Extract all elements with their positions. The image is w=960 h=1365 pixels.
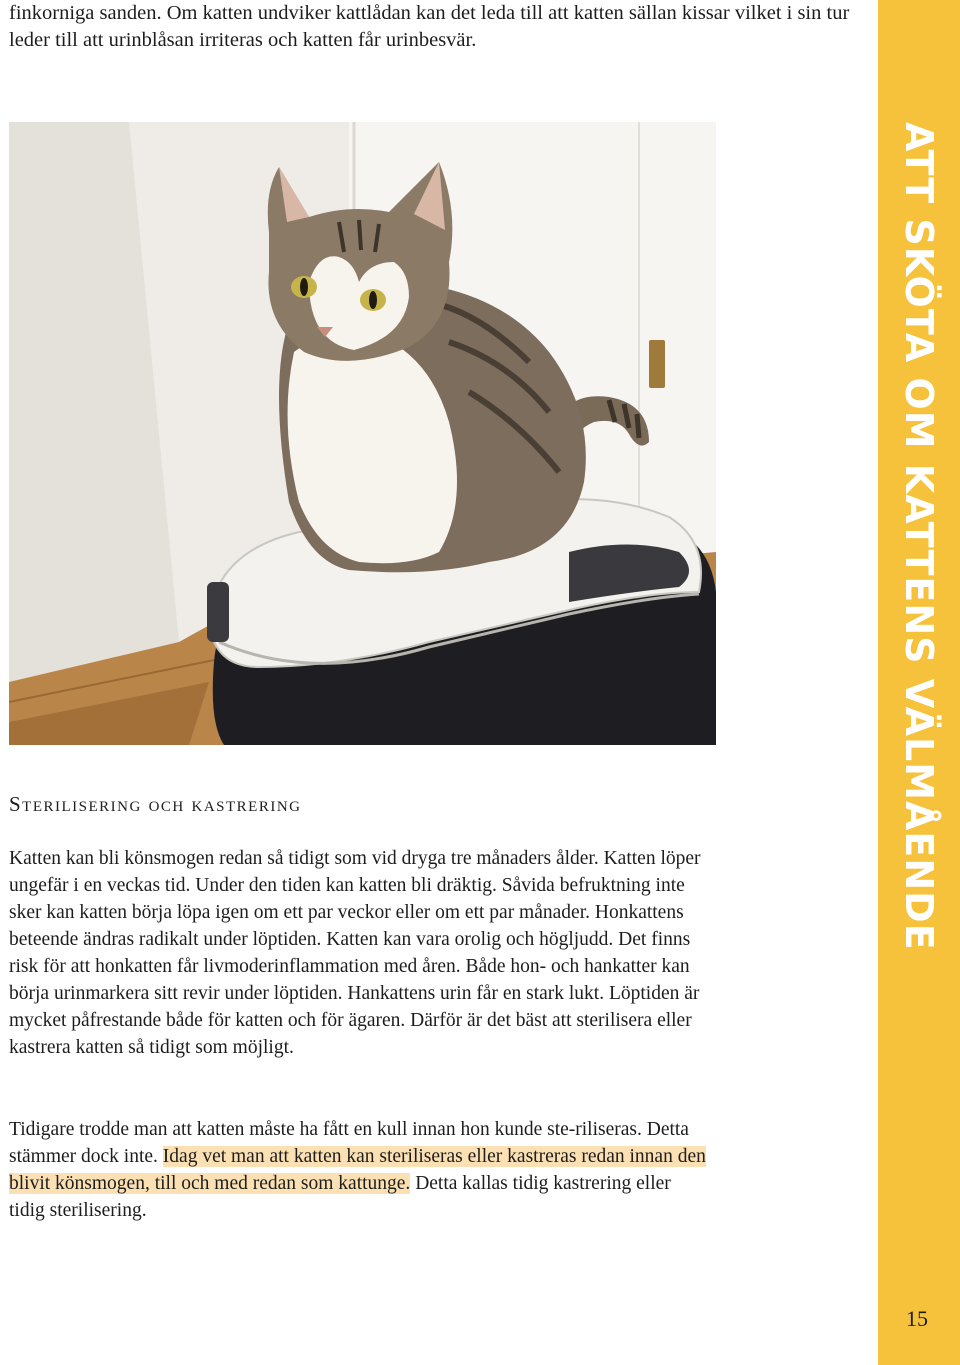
highlighted-text: Idag vet man att katten kan steriliseras eller kastreras redan innan den blivit könsmogen, till och med redan som kattunge.: [9, 1146, 706, 1194]
paragraph-2-end: Detta kallas tidig kastrering eller tidig sterilisering.: [9, 1173, 671, 1221]
section-heading: Sterilisering och kastrering: [9, 792, 302, 816]
paragraph-2-start: Tidigare trodde man att katten måste ha fått en kull innan hon kunde ste-riliseras. Detta stämmer dock inte.: [9, 1119, 689, 1167]
body-paragraph-2: [9, 1116, 709, 1224]
body-paragraph-1: Katten kan bli könsmogen redan så tidigt som vid dryga tre månaders ålder. Katten löper ungefär i en veckas tid. Under den tiden kan katten bli dräktig. Såvida befruktning inte sker kan katten börja löpa igen om ett par veckor eller om ett par månader. Honkattens beteende ändras radikalt under löptiden. Katten kan vara orolig och högljudd. Det finns risk för att honkatten får livmoderinflammation med åren. Både hon- och hankatter kan börja urinmarkera sitt revir under löptiden. Hankattens urin får en stark lukt. Löptiden är mycket påfrestande både för katten och för ägaren. Därför är det bäst att sterilisera eller kastrera katten så tidigt som möjligt.: [9, 848, 701, 1058]
sidebar-title: ATT SKÖTA OM KATTENS VÄLMÅENDE: [897, 122, 941, 951]
cat-litter-box-photo: [9, 122, 716, 745]
intro-paragraph: finkorniga sanden. Om katten undviker kattlådan kan det leda till att katten sällan kissar vilket i sin tur leder till att urinblåsan irriteras och katten får urinbesvär.: [9, 2, 850, 51]
page-number: 15: [906, 1306, 928, 1331]
